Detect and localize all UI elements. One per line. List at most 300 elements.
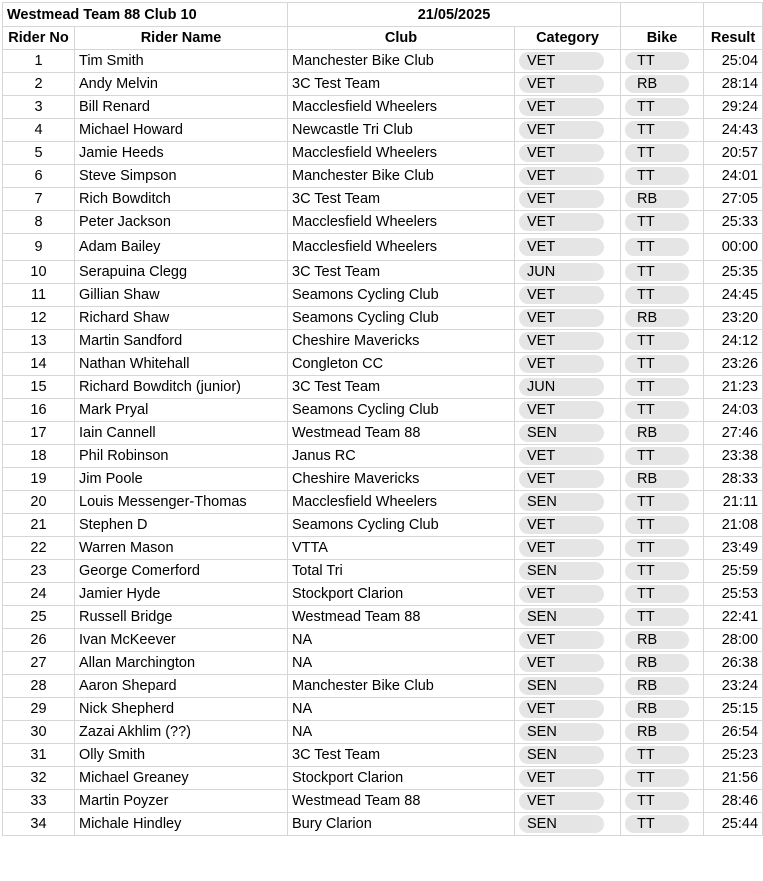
bike-cell[interactable] [621,119,704,142]
category-cell-chip[interactable]: SEN [519,815,604,833]
rider-no-cell[interactable]: 10 [3,261,75,284]
bike-cell-chip[interactable]: RB [625,190,689,208]
category-cell-chip[interactable]: SEN [519,562,604,580]
bike-cell-chip[interactable]: TT [625,121,689,139]
rider-no-cell[interactable]: 3 [3,96,75,119]
result-cell[interactable]: 25:59 [704,560,763,583]
rider-name-cell[interactable]: Iain Cannell [75,422,288,445]
bike-cell[interactable] [621,445,704,468]
category-cell[interactable] [515,50,621,73]
category-cell[interactable] [515,629,621,652]
bike-cell-chip[interactable]: RB [625,631,689,649]
table-row [3,399,763,422]
category-cell-chip[interactable]: VET [519,470,604,488]
table-row [3,813,763,836]
bike-cell[interactable] [621,629,704,652]
table-row [3,422,763,445]
club-cell[interactable]: Stockport Clarion [288,767,515,790]
result-cell[interactable]: 28:14 [704,73,763,96]
table-row [3,261,763,284]
empty-cell[interactable] [621,3,704,27]
category-cell-chip[interactable]: VET [519,700,604,718]
bike-cell[interactable] [621,307,704,330]
category-cell-chip[interactable]: VET [519,769,604,787]
bike-cell[interactable] [621,468,704,491]
category-cell-chip[interactable]: SEN [519,746,604,764]
bike-cell[interactable] [621,211,704,234]
rider-no-cell[interactable]: 15 [3,376,75,399]
category-cell-chip[interactable]: VET [519,52,604,70]
category-cell[interactable] [515,261,621,284]
category-cell[interactable] [515,284,621,307]
category-cell[interactable] [515,583,621,606]
rider-no-cell[interactable]: 33 [3,790,75,813]
bike-cell[interactable] [621,376,704,399]
rider-name-cell[interactable]: Aaron Shepard [75,675,288,698]
rider-no-cell[interactable]: 26 [3,629,75,652]
rider-name-cell[interactable]: Olly Smith [75,744,288,767]
category-cell-chip[interactable]: VET [519,539,604,557]
bike-cell-chip[interactable]: TT [625,608,689,626]
category-cell-chip[interactable]: VET [519,355,604,373]
table-row [3,50,763,73]
category-cell-chip[interactable]: VET [519,585,604,603]
rider-no-cell[interactable]: 12 [3,307,75,330]
table-row [3,675,763,698]
category-cell[interactable] [515,165,621,188]
bike-cell-chip[interactable]: TT [625,98,689,116]
bike-cell[interactable] [621,96,704,119]
rider-no-cell[interactable]: 14 [3,353,75,376]
category-cell-chip[interactable]: SEN [519,493,604,511]
bike-cell-chip[interactable]: TT [625,144,689,162]
result-cell[interactable]: 21:08 [704,514,763,537]
club-cell[interactable]: 3C Test Team [288,261,515,284]
rider-name-cell[interactable]: Russell Bridge [75,606,288,629]
club-cell[interactable]: Macclesfield Wheelers [288,491,515,514]
rider-name-cell[interactable]: Michale Hindley [75,813,288,836]
result-cell[interactable]: 24:03 [704,399,763,422]
category-cell-chip[interactable]: SEN [519,608,604,626]
bike-cell-chip[interactable]: TT [625,355,689,373]
bike-cell-chip[interactable]: TT [625,52,689,70]
rider-no-cell[interactable]: 19 [3,468,75,491]
bike-cell-chip[interactable]: TT [625,493,689,511]
category-cell[interactable] [515,188,621,211]
club-cell[interactable]: 3C Test Team [288,744,515,767]
bike-cell-chip[interactable]: RB [625,700,689,718]
rider-name-cell[interactable]: Mark Pryal [75,399,288,422]
result-cell[interactable]: 27:46 [704,422,763,445]
rider-name-cell[interactable]: Michael Greaney [75,767,288,790]
result-cell[interactable]: 24:45 [704,284,763,307]
bike-cell[interactable] [621,330,704,353]
rider-name-cell[interactable]: Zazai Akhlim (??) [75,721,288,744]
bike-cell[interactable] [621,50,704,73]
table-row [3,96,763,119]
category-cell[interactable] [515,211,621,234]
club-cell[interactable]: Westmead Team 88 [288,790,515,813]
rider-no-cell[interactable]: 34 [3,813,75,836]
rider-no-cell[interactable]: 28 [3,675,75,698]
rider-no-cell[interactable]: 27 [3,652,75,675]
bike-cell[interactable] [621,813,704,836]
category-cell[interactable] [515,445,621,468]
category-cell-chip[interactable]: VET [519,238,604,256]
rider-no-cell[interactable]: 8 [3,211,75,234]
bike-cell[interactable] [621,606,704,629]
category-cell[interactable] [515,307,621,330]
bike-cell[interactable] [621,698,704,721]
rider-name-cell[interactable]: Serapuina Clegg [75,261,288,284]
bike-cell[interactable] [621,583,704,606]
bike-cell[interactable] [621,165,704,188]
table-row [3,790,763,813]
category-cell[interactable] [515,652,621,675]
bike-cell-chip[interactable]: TT [625,539,689,557]
category-cell[interactable] [515,399,621,422]
rider-name-cell[interactable]: Louis Messenger-Thomas [75,491,288,514]
empty-cell[interactable] [704,3,763,27]
bike-cell-chip[interactable]: TT [625,238,689,256]
category-cell[interactable] [515,813,621,836]
result-cell[interactable]: 25:44 [704,813,763,836]
rider-name-cell[interactable]: Bill Renard [75,96,288,119]
bike-cell-chip[interactable]: TT [625,332,689,350]
rider-name-cell[interactable]: Peter Jackson [75,211,288,234]
bike-cell-chip[interactable]: TT [625,167,689,185]
category-cell-chip[interactable]: VET [519,447,604,465]
result-cell[interactable]: 25:53 [704,583,763,606]
bike-cell-chip[interactable]: TT [625,263,689,281]
rider-no-cell[interactable]: 7 [3,188,75,211]
header-result[interactable]: Result [704,27,763,50]
rider-name-cell[interactable]: Richard Bowditch (junior) [75,376,288,399]
category-cell[interactable] [515,491,621,514]
category-cell[interactable] [515,675,621,698]
club-cell[interactable]: Cheshire Mavericks [288,330,515,353]
bike-cell-chip[interactable]: RB [625,309,689,327]
club-cell[interactable]: Macclesfield Wheelers [288,211,515,234]
result-cell[interactable]: 25:23 [704,744,763,767]
bike-cell-chip[interactable]: RB [625,424,689,442]
category-cell[interactable] [515,606,621,629]
table-row [3,284,763,307]
bike-cell-chip[interactable]: TT [625,516,689,534]
rider-name-cell[interactable]: Allan Marchington [75,652,288,675]
bike-cell[interactable] [621,284,704,307]
rider-no-cell[interactable]: 11 [3,284,75,307]
rider-name-cell[interactable]: Adam Bailey [75,234,288,261]
club-cell[interactable]: VTTA [288,537,515,560]
rider-name-cell[interactable]: Jim Poole [75,468,288,491]
category-cell-chip[interactable]: VET [519,654,604,672]
club-cell[interactable]: Newcastle Tri Club [288,119,515,142]
result-cell[interactable]: 27:05 [704,188,763,211]
result-cell[interactable]: 21:23 [704,376,763,399]
rider-name-cell[interactable]: Nathan Whitehall [75,353,288,376]
club-cell[interactable]: 3C Test Team [288,73,515,96]
bike-cell[interactable] [621,675,704,698]
rider-no-cell[interactable]: 20 [3,491,75,514]
rider-no-cell[interactable]: 1 [3,50,75,73]
club-cell[interactable]: Congleton CC [288,353,515,376]
category-cell-chip[interactable]: VET [519,401,604,419]
club-cell[interactable]: Stockport Clarion [288,583,515,606]
rider-name-cell[interactable]: Tim Smith [75,50,288,73]
rider-name-cell[interactable]: Michael Howard [75,119,288,142]
category-cell-chip[interactable]: VET [519,286,604,304]
rider-name-cell[interactable]: Gillian Shaw [75,284,288,307]
result-cell[interactable]: 20:57 [704,142,763,165]
rider-no-cell[interactable]: 29 [3,698,75,721]
rider-no-cell[interactable]: 18 [3,445,75,468]
table-row [3,188,763,211]
category-cell[interactable] [515,790,621,813]
category-cell[interactable] [515,744,621,767]
rider-no-cell[interactable]: 24 [3,583,75,606]
category-cell-chip[interactable]: SEN [519,723,604,741]
rider-no-cell[interactable]: 30 [3,721,75,744]
table-row [3,560,763,583]
bike-cell[interactable] [621,721,704,744]
bike-cell[interactable] [621,744,704,767]
club-cell[interactable]: Westmead Team 88 [288,422,515,445]
bike-cell-chip[interactable]: TT [625,746,689,764]
club-cell[interactable]: Cheshire Mavericks [288,468,515,491]
bike-cell[interactable] [621,790,704,813]
bike-cell-chip[interactable]: TT [625,213,689,231]
club-cell[interactable]: Manchester Bike Club [288,675,515,698]
bike-cell-chip[interactable]: TT [625,401,689,419]
club-cell[interactable]: Janus RC [288,445,515,468]
bike-cell-chip[interactable]: TT [625,769,689,787]
category-cell[interactable] [515,698,621,721]
result-cell[interactable]: 21:11 [704,491,763,514]
category-cell[interactable] [515,376,621,399]
category-cell-chip[interactable]: VET [519,332,604,350]
category-cell[interactable] [515,514,621,537]
result-cell[interactable]: 00:00 [704,234,763,261]
result-cell[interactable]: 28:46 [704,790,763,813]
club-cell[interactable]: NA [288,698,515,721]
category-cell[interactable] [515,721,621,744]
bike-cell-chip[interactable]: RB [625,654,689,672]
category-cell-chip[interactable]: VET [519,516,604,534]
category-cell-chip[interactable]: VET [519,213,604,231]
bike-cell-chip[interactable]: TT [625,447,689,465]
header-rider-name[interactable]: Rider Name [75,27,288,50]
table-row [3,629,763,652]
category-cell[interactable] [515,353,621,376]
category-cell[interactable] [515,73,621,96]
bike-cell[interactable] [621,73,704,96]
bike-cell[interactable] [621,767,704,790]
rider-name-cell[interactable]: Jamie Heeds [75,142,288,165]
header-rider-no[interactable]: Rider No [3,27,75,50]
category-cell-chip[interactable]: SEN [519,677,604,695]
rider-name-cell[interactable]: Rich Bowditch [75,188,288,211]
result-cell[interactable]: 28:33 [704,468,763,491]
rider-name-cell[interactable]: Martin Sandford [75,330,288,353]
club-cell[interactable]: NA [288,721,515,744]
category-cell-chip[interactable]: VET [519,75,604,93]
result-cell[interactable]: 29:24 [704,96,763,119]
rider-name-cell[interactable]: Richard Shaw [75,307,288,330]
result-cell[interactable]: 24:12 [704,330,763,353]
result-cell[interactable]: 22:41 [704,606,763,629]
club-cell[interactable]: 3C Test Team [288,188,515,211]
result-cell[interactable]: 26:54 [704,721,763,744]
rider-name-cell[interactable]: Phil Robinson [75,445,288,468]
bike-cell[interactable] [621,234,704,261]
result-cell[interactable]: 25:04 [704,50,763,73]
table-row [3,165,763,188]
rider-no-cell[interactable]: 32 [3,767,75,790]
header-club[interactable]: Club [288,27,515,50]
category-cell-chip[interactable]: VET [519,190,604,208]
bike-cell-chip[interactable]: RB [625,75,689,93]
rider-no-cell[interactable]: 9 [3,234,75,261]
table-row [3,234,763,261]
category-cell[interactable] [515,560,621,583]
result-cell[interactable]: 25:33 [704,211,763,234]
rider-name-cell[interactable]: Stephen D [75,514,288,537]
bike-cell-chip[interactable]: TT [625,286,689,304]
result-cell[interactable]: 25:35 [704,261,763,284]
rider-no-cell[interactable]: 6 [3,165,75,188]
category-cell[interactable] [515,468,621,491]
rider-no-cell[interactable]: 31 [3,744,75,767]
club-cell[interactable]: Manchester Bike Club [288,165,515,188]
sheet-date[interactable]: 21/05/2025 [288,3,621,27]
club-cell[interactable]: NA [288,652,515,675]
category-cell[interactable] [515,422,621,445]
club-cell[interactable]: Bury Clarion [288,813,515,836]
table-row [3,376,763,399]
result-cell[interactable]: 26:38 [704,652,763,675]
club-cell[interactable]: Seamons Cycling Club [288,514,515,537]
rider-no-cell[interactable]: 16 [3,399,75,422]
rider-no-cell[interactable]: 17 [3,422,75,445]
bike-cell[interactable] [621,652,704,675]
club-cell[interactable]: 3C Test Team [288,376,515,399]
bike-cell-chip[interactable]: RB [625,470,689,488]
category-cell[interactable] [515,234,621,261]
bike-cell-chip[interactable]: TT [625,792,689,810]
category-cell-chip[interactable]: VET [519,631,604,649]
rider-name-cell[interactable]: Nick Shepherd [75,698,288,721]
result-cell[interactable]: 24:43 [704,119,763,142]
result-cell[interactable]: 23:20 [704,307,763,330]
result-cell[interactable]: 25:15 [704,698,763,721]
club-cell[interactable]: Manchester Bike Club [288,50,515,73]
category-cell-chip[interactable]: JUN [519,378,604,396]
bike-cell-chip[interactable]: TT [625,378,689,396]
rider-no-cell[interactable]: 23 [3,560,75,583]
rider-no-cell[interactable]: 25 [3,606,75,629]
bike-cell-chip[interactable]: TT [625,815,689,833]
club-cell[interactable]: Macclesfield Wheelers [288,142,515,165]
result-cell[interactable]: 23:49 [704,537,763,560]
category-cell-chip[interactable]: JUN [519,263,604,281]
bike-cell-chip[interactable]: TT [625,585,689,603]
category-cell-chip[interactable]: SEN [519,424,604,442]
rider-name-cell[interactable]: Martin Poyzer [75,790,288,813]
bike-cell[interactable] [621,514,704,537]
result-cell[interactable]: 28:00 [704,629,763,652]
club-cell[interactable]: Macclesfield Wheelers [288,234,515,261]
bike-cell[interactable] [621,142,704,165]
rider-name-cell[interactable]: Ivan McKeever [75,629,288,652]
bike-cell-chip[interactable]: RB [625,677,689,695]
category-cell[interactable] [515,96,621,119]
club-cell[interactable]: Westmead Team 88 [288,606,515,629]
result-cell[interactable]: 23:38 [704,445,763,468]
club-cell[interactable]: Seamons Cycling Club [288,307,515,330]
category-cell[interactable] [515,330,621,353]
bike-cell[interactable] [621,537,704,560]
rider-no-cell[interactable]: 4 [3,119,75,142]
table-row [3,119,763,142]
sheet-title[interactable]: Westmead Team 88 Club 10 [3,3,288,27]
header-bike[interactable]: Bike [621,27,704,50]
rider-no-cell[interactable]: 2 [3,73,75,96]
bike-cell[interactable] [621,353,704,376]
category-cell-chip[interactable]: VET [519,121,604,139]
header-category[interactable]: Category [515,27,621,50]
category-cell[interactable] [515,537,621,560]
bike-cell[interactable] [621,399,704,422]
bike-cell-chip[interactable]: RB [625,723,689,741]
category-cell-chip[interactable]: VET [519,309,604,327]
category-cell[interactable] [515,119,621,142]
rider-name-cell[interactable]: Steve Simpson [75,165,288,188]
rider-name-cell[interactable]: Jamier Hyde [75,583,288,606]
rider-name-cell[interactable]: Andy Melvin [75,73,288,96]
result-cell[interactable]: 23:24 [704,675,763,698]
club-cell[interactable]: Macclesfield Wheelers [288,96,515,119]
bike-cell[interactable] [621,188,704,211]
category-cell-chip[interactable]: VET [519,98,604,116]
category-cell-chip[interactable]: VET [519,167,604,185]
result-cell[interactable]: 24:01 [704,165,763,188]
category-cell[interactable] [515,142,621,165]
bike-cell[interactable] [621,261,704,284]
club-cell[interactable]: Seamons Cycling Club [288,284,515,307]
club-cell[interactable]: NA [288,629,515,652]
rider-no-cell[interactable]: 13 [3,330,75,353]
bike-cell[interactable] [621,422,704,445]
bike-cell[interactable] [621,491,704,514]
rider-name-cell[interactable]: Warren Mason [75,537,288,560]
rider-no-cell[interactable]: 21 [3,514,75,537]
rider-no-cell[interactable]: 22 [3,537,75,560]
rider-name-cell[interactable]: George Comerford [75,560,288,583]
category-cell-chip[interactable]: VET [519,792,604,810]
result-cell[interactable]: 21:56 [704,767,763,790]
table-row [3,698,763,721]
bike-cell-chip[interactable]: TT [625,562,689,580]
bike-cell[interactable] [621,560,704,583]
result-cell[interactable]: 23:26 [704,353,763,376]
rider-no-cell[interactable]: 5 [3,142,75,165]
club-cell[interactable]: Total Tri [288,560,515,583]
category-cell[interactable] [515,767,621,790]
table-row [3,537,763,560]
club-cell[interactable]: Seamons Cycling Club [288,399,515,422]
category-cell-chip[interactable]: VET [519,144,604,162]
